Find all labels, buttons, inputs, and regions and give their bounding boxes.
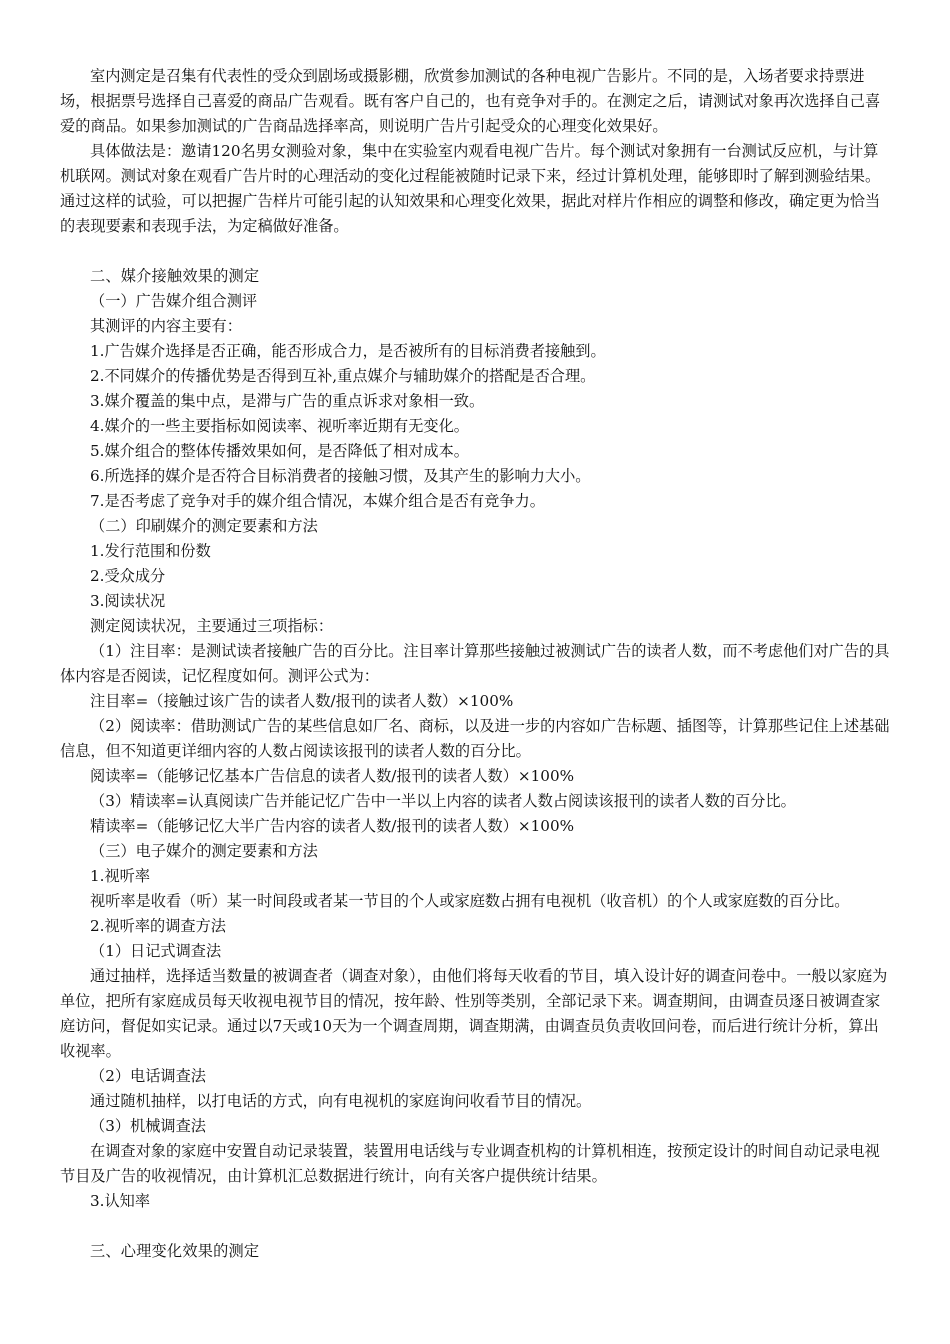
paragraph: 4.媒介的一些主要指标如阅读率、视听率近期有无变化。: [90, 417, 469, 435]
paragraph: 通过抽样，选择适当数量的被调查者（调查对象），由他们将每天收看的节目，填入设计好的调查问卷中。一般以家庭为单位，把所有家庭成员每天收视电视节目的情况，按年龄、性别等类别，全部记录下来。调查期间，由调查员逐日被调查家庭访问，督促如实记录。通过以7天或10天为一个调查周期，调查期满，由调查员负责收回问卷，而后进行统计分析，算出收视率。: [60, 967, 888, 1060]
paragraph: 测定阅读状况，主要通过三项指标：: [90, 617, 333, 635]
paragraph: （3）精读率=认真阅读广告并能记忆广告中一半以上内容的读者人数占阅读该报刊的读者人数的百分比。: [90, 792, 796, 810]
section-heading: 二、媒介接触效果的测定: [90, 267, 260, 285]
paragraph: 5.媒介组合的整体传播效果如何，是否降低了相对成本。: [90, 442, 469, 460]
paragraph: 3.阅读状况: [90, 592, 166, 610]
paragraph: 通过随机抽样，以打电话的方式，向有电视机的家庭询问收看节目的情况。: [90, 1092, 592, 1110]
paragraph: 1.发行范围和份数: [90, 542, 211, 560]
paragraph: 3.认知率: [90, 1192, 151, 1210]
document-body: [0, 64, 950, 1264]
paragraph: 2.视听率的调查方法: [90, 917, 226, 935]
paragraph: 2.不同媒介的传播优势是否得到互补,重点媒介与辅助媒介的搭配是否合理。: [90, 367, 596, 385]
paragraph: （三）电子媒介的测定要素和方法: [90, 842, 318, 860]
paragraph: （1）日记式调查法: [90, 942, 222, 960]
paragraph: （1）注目率：是测试读者接触广告的百分比。注目率计算那些接触过被测试广告的读者人数，而不考虑他们对广告的具体内容是否阅读，记忆程度如何。测评公式为：: [60, 642, 890, 685]
paragraph: 其测评的内容主要有：: [90, 317, 242, 335]
blank-line: [0, 1214, 950, 1239]
paragraph: （一）广告媒介组合测评: [90, 292, 258, 310]
paragraph: （3）机械调查法: [90, 1117, 206, 1135]
paragraph: （2）电话调查法: [90, 1067, 206, 1085]
paragraph: 2.受众成分: [90, 567, 166, 585]
paragraph: 1.广告媒介选择是否正确，能否形成合力，是否被所有的目标消费者接触到。: [90, 342, 606, 360]
paragraph: 6.所选择的媒介是否符合目标消费者的接触习惯，及其产生的影响力大小。: [90, 467, 591, 485]
section-heading: 三、心理变化效果的测定: [90, 1242, 260, 1260]
paragraph: 在调查对象的家庭中安置自动记录装置，装置用电话线与专业调查机构的计算机相连，按预定设计的时间自动记录电视节目及广告的收视情况，由计算机汇总数据进行统计，向有关客户提供统计结果。: [60, 1142, 880, 1185]
paragraph: 3.媒介覆盖的集中点，是滞与广告的重点诉求对象相一致。: [90, 392, 485, 410]
paragraph: 7.是否考虑了竞争对手的媒介组合情况，本媒介组合是否有竞争力。: [90, 492, 545, 510]
paragraph: 1.视听率: [90, 867, 151, 885]
paragraph: 注目率=（接触过该广告的读者人数/报刊的读者人数）×100%: [90, 692, 514, 710]
paragraph: 室内测定是召集有代表性的受众到剧场或摄影棚，欣赏参加测试的各种电视广告影片。不同的是，入场者要求持票进场，根据票号选择自己喜爱的商品广告观看。既有客户自己的，也有竞争对手的。在测定之后，请测试对象再次选择自己喜爱的商品。如果参加测试的广告商品选择率高，则说明广告片引起受众的心理变化效果好。: [60, 67, 881, 135]
blank-line: [0, 239, 950, 264]
paragraph: （2）阅读率：借助测试广告的某些信息如厂名、商标，以及进一步的内容如广告标题、插图等，计算那些记住上述基础信息，但不知道更详细内容的人数占阅读该报刊的读者人数的百分比。: [60, 717, 890, 760]
paragraph: 阅读率=（能够记忆基本广告信息的读者人数/报刊的读者人数）×100%: [90, 767, 575, 785]
paragraph: 精读率=（能够记忆大半广告内容的读者人数/报刊的读者人数）×100%: [90, 817, 575, 835]
paragraph: （二）印刷媒介的测定要素和方法: [90, 517, 318, 535]
paragraph: 具体做法是：邀请120名男女测验对象，集中在实验室内观看电视广告片。每个测试对象拥有一台测试反应机，与计算机联网。测试对象在观看广告片时的心理活动的变化过程能被随时记录下来，经过计算机处理，能够即时了解到测验结果。通过这样的试验，可以把握广告样片可能引起的认知效果和心理变化效果，据此对样片作相应的调整和修改，确定更为恰当的表现要素和表现手法，为定稿做好准备。: [60, 142, 881, 235]
paragraph: 视听率是收看（听）某一时间段或者某一节目的个人或家庭数占拥有电视机（收音机）的个人或家庭数的百分比。: [90, 892, 850, 910]
